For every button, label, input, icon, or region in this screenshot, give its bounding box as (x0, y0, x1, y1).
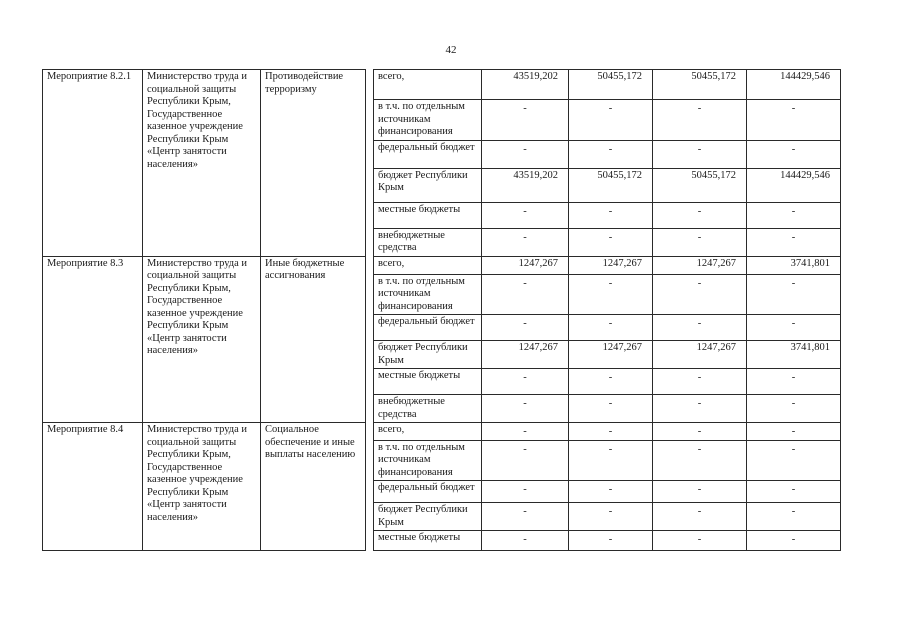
amount-cell-v2: 50455,172 (569, 168, 653, 202)
amount-cell-v1: - (482, 315, 569, 341)
event-cell: Мероприятие 8.4 (43, 423, 143, 551)
amount-cell-v3: - (653, 228, 747, 256)
amount-cell-v3: 50455,172 (653, 70, 747, 100)
source-cell: бюджет Республики Крым (374, 341, 482, 369)
amount-cell-v1: - (482, 369, 569, 395)
amount-cell-v2: - (569, 202, 653, 228)
amount-cell-v3: - (653, 440, 747, 481)
source-cell: бюджет Республики Крым (374, 503, 482, 531)
amount-cell-v4: 144429,546 (747, 70, 841, 100)
amount-cell-v2: - (569, 100, 653, 141)
source-cell: всего, (374, 256, 482, 274)
amount-cell-v4: - (747, 228, 841, 256)
program-cell: Иные бюджетные ассигнования (261, 256, 366, 423)
budget-table (42, 69, 841, 551)
amount-cell-v1: - (482, 481, 569, 503)
amount-cell-v1: - (482, 503, 569, 531)
amount-cell-v4: - (747, 202, 841, 228)
column-gap (366, 423, 374, 551)
amount-cell-v3: - (653, 423, 747, 441)
amount-cell-v4: 144429,546 (747, 168, 841, 202)
amount-cell-v4: - (747, 369, 841, 395)
table-row (43, 256, 841, 274)
amount-cell-v3: - (653, 315, 747, 341)
event-cell: Мероприятие 8.3 (43, 256, 143, 423)
amount-cell-v1: 43519,202 (482, 168, 569, 202)
source-cell: федеральный бюджет (374, 315, 482, 341)
source-cell: в т.ч. по отдельным источникам финансирования (374, 274, 482, 315)
amount-cell-v3: - (653, 395, 747, 423)
executor-cell: Министерство труда и социальной защиты Республики Крым, Государственное казенное учреждение Республики Крым «Центр занятости населения» (143, 70, 261, 257)
amount-cell-v1: - (482, 440, 569, 481)
source-cell: в т.ч. по отдельным источникам финансирования (374, 440, 482, 481)
amount-cell-v3: - (653, 531, 747, 551)
amount-cell-v4: - (747, 395, 841, 423)
amount-cell-v2: 50455,172 (569, 70, 653, 100)
amount-cell-v2: - (569, 531, 653, 551)
amount-cell-v3: 1247,267 (653, 341, 747, 369)
amount-cell-v3: - (653, 202, 747, 228)
amount-cell-v2: - (569, 503, 653, 531)
column-gap (366, 256, 374, 423)
program-cell: Социальное обеспечение и иные выплаты населению (261, 423, 366, 551)
amount-cell-v2: - (569, 440, 653, 481)
amount-cell-v1: - (482, 274, 569, 315)
amount-cell-v3: 50455,172 (653, 168, 747, 202)
amount-cell-v3: - (653, 140, 747, 168)
amount-cell-v3: - (653, 274, 747, 315)
amount-cell-v2: - (569, 315, 653, 341)
amount-cell-v1: 1247,267 (482, 256, 569, 274)
executor-cell: Министерство труда и социальной защиты Республики Крым, Государственное казенное учреждение Республики Крым «Центр занятости населения» (143, 423, 261, 551)
amount-cell-v3: - (653, 369, 747, 395)
amount-cell-v3: 1247,267 (653, 256, 747, 274)
table-row (43, 423, 841, 441)
program-cell: Противодействие терроризму (261, 70, 366, 257)
amount-cell-v3: - (653, 503, 747, 531)
amount-cell-v4: - (747, 440, 841, 481)
amount-cell-v4: - (747, 481, 841, 503)
event-cell: Мероприятие 8.2.1 (43, 70, 143, 257)
amount-cell-v4: 3741,801 (747, 256, 841, 274)
amount-cell-v2: - (569, 481, 653, 503)
amount-cell-v2: - (569, 423, 653, 441)
amount-cell-v4: - (747, 315, 841, 341)
source-cell: местные бюджеты (374, 202, 482, 228)
table-row (43, 70, 841, 100)
amount-cell-v1: - (482, 228, 569, 256)
amount-cell-v1: 43519,202 (482, 70, 569, 100)
source-cell: бюджет Республики Крым (374, 168, 482, 202)
amount-cell-v2: - (569, 274, 653, 315)
amount-cell-v4: - (747, 423, 841, 441)
amount-cell-v4: - (747, 140, 841, 168)
amount-cell-v4: - (747, 503, 841, 531)
source-cell: в т.ч. по отдельным источникам финансирования (374, 100, 482, 141)
amount-cell-v1: - (482, 202, 569, 228)
amount-cell-v4: - (747, 100, 841, 141)
amount-cell-v1: - (482, 423, 569, 441)
source-cell: местные бюджеты (374, 531, 482, 551)
source-cell: внебюджетные средства (374, 395, 482, 423)
amount-cell-v1: - (482, 140, 569, 168)
amount-cell-v4: 3741,801 (747, 341, 841, 369)
amount-cell-v4: - (747, 531, 841, 551)
amount-cell-v1: - (482, 100, 569, 141)
amount-cell-v2: - (569, 228, 653, 256)
amount-cell-v2: - (569, 369, 653, 395)
column-gap (366, 70, 374, 257)
source-cell: федеральный бюджет (374, 140, 482, 168)
source-cell: внебюджетные средства (374, 228, 482, 256)
amount-cell-v2: 1247,267 (569, 341, 653, 369)
source-cell: федеральный бюджет (374, 481, 482, 503)
amount-cell-v2: - (569, 140, 653, 168)
amount-cell-v1: 1247,267 (482, 341, 569, 369)
amount-cell-v2: - (569, 395, 653, 423)
source-cell: всего, (374, 70, 482, 100)
table-body (43, 70, 841, 551)
amount-cell-v3: - (653, 481, 747, 503)
source-cell: всего, (374, 423, 482, 441)
source-cell: местные бюджеты (374, 369, 482, 395)
amount-cell-v3: - (653, 100, 747, 141)
executor-cell: Министерство труда и социальной защиты Республики Крым, Государственное казенное учреждение Республики Крым «Центр занятости населения» (143, 256, 261, 423)
page-number: 42 (445, 44, 457, 56)
amount-cell-v1: - (482, 395, 569, 423)
amount-cell-v2: 1247,267 (569, 256, 653, 274)
amount-cell-v1: - (482, 531, 569, 551)
amount-cell-v4: - (747, 274, 841, 315)
